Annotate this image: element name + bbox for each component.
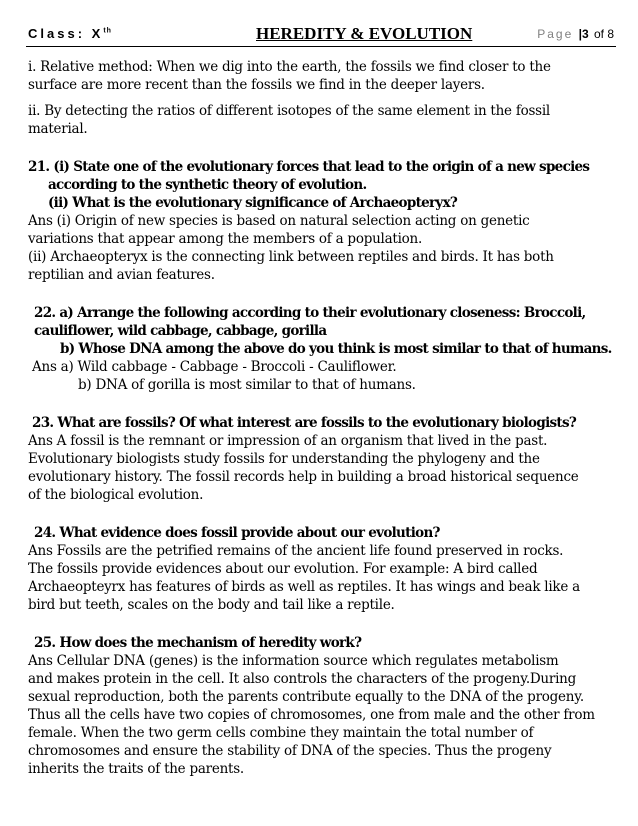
answer-text: b) DNA of gorilla is most similar to that of humans.: [78, 377, 416, 393]
answer-text: evolutionary history. The fossil records help in building a broad historical sequence: [28, 469, 579, 485]
class-superscript: th: [103, 27, 112, 35]
question-text: cauliflower, wild cabbage, cabbage, gorilla: [34, 323, 327, 339]
page-body: [28, 58, 618, 778]
page-separator: |: [578, 27, 582, 41]
answer-text: chromosomes and ensure the stability of DNA of the species. Thus the progeny: [28, 743, 552, 759]
question-text: 22. a) Arrange the following according to their evolutionary closeness: Broccoli,: [34, 305, 586, 321]
question-text: (ii) What is the evolutionary significance of Archaeopteryx?: [48, 195, 458, 211]
class-label: [28, 26, 112, 41]
answer-text: variations that appear among the members of a population.: [28, 231, 423, 247]
answer-text: (ii) Archaeopteryx is the connecting link between reptiles and birds. It has both: [28, 249, 554, 265]
question-22: [28, 304, 618, 394]
answer-text: Archaeopteyrx has features of birds as well as reptiles. It has wings and beak like a: [28, 579, 580, 595]
document-title: HEREDITY & EVOLUTION: [256, 24, 473, 43]
answer-text: Ans (i) Origin of new species is based on natural selection acting on genetic: [28, 213, 530, 229]
answer-text: sexual reproduction, both the parents contribute equally to the DNA of the progeny.: [28, 689, 584, 705]
page-number: [537, 27, 614, 41]
question-text: b) Whose DNA among the above do you think is most similar to that of humans.: [60, 341, 612, 357]
intro-section: [28, 58, 618, 138]
header-rule: [26, 46, 616, 47]
intro-line: i. Relative method: When we dig into the earth, the fossils we find closer to the: [28, 59, 551, 75]
question-23: [28, 414, 618, 504]
answer-text: reptilian and avian features.: [28, 267, 215, 283]
page-total: of 8: [593, 27, 614, 41]
answer-text: bird but teeth, scales on the body and tail like a reptile.: [28, 597, 395, 613]
answer-text: Ans A fossil is the remnant or impression of an organism that lived in the past.: [28, 433, 548, 449]
class-label-text: Class: X: [28, 26, 104, 41]
page-word: Page: [537, 27, 574, 41]
intro-line: surface are more recent than the fossils we find in the deeper layers.: [28, 77, 485, 93]
answer-text: and makes protein in the cell. It also controls the characters of the progeny.During: [28, 671, 576, 687]
question-21: [28, 158, 618, 284]
answer-text: The fossils provide evidences about our evolution. For example: A bird called: [28, 561, 538, 577]
answer-text: Ans a) Wild cabbage - Cabbage - Broccoli - Cauliflower.: [32, 359, 397, 375]
answer-text: inherits the traits of the parents.: [28, 761, 244, 777]
answer-text: Thus all the cells have two copies of chromosomes, one from male and the other from: [28, 707, 595, 723]
intro-line: ii. By detecting the ratios of different isotopes of the same element in the fossil: [28, 103, 550, 119]
question-text: according to the synthetic theory of evolution.: [48, 177, 367, 193]
answer-text: Evolutionary biologists study fossils for understanding the phylogeny and the: [28, 451, 540, 467]
answer-text: of the biological evolution.: [28, 487, 204, 503]
page-header: [0, 0, 638, 48]
page-current: 3: [581, 27, 589, 41]
question-24: [28, 524, 618, 614]
question-text: 23. What are fossils? Of what interest are fossils to the evolutionary biologists?: [32, 415, 577, 431]
answer-text: Ans Cellular DNA (genes) is the information source which regulates metabolism: [28, 653, 559, 669]
question-text: 24. What evidence does fossil provide about our evolution?: [34, 525, 440, 541]
question-text: 25. How does the mechanism of heredity work?: [34, 635, 362, 651]
answer-text: female. When the two germ cells combine they maintain the total number of: [28, 725, 534, 741]
intro-line: material.: [28, 121, 88, 137]
question-25: [28, 634, 618, 778]
question-text: 21. (i) State one of the evolutionary forces that lead to the origin of a new species: [28, 159, 590, 175]
answer-text: Ans Fossils are the petrified remains of the ancient life found preserved in rocks.: [28, 543, 564, 559]
